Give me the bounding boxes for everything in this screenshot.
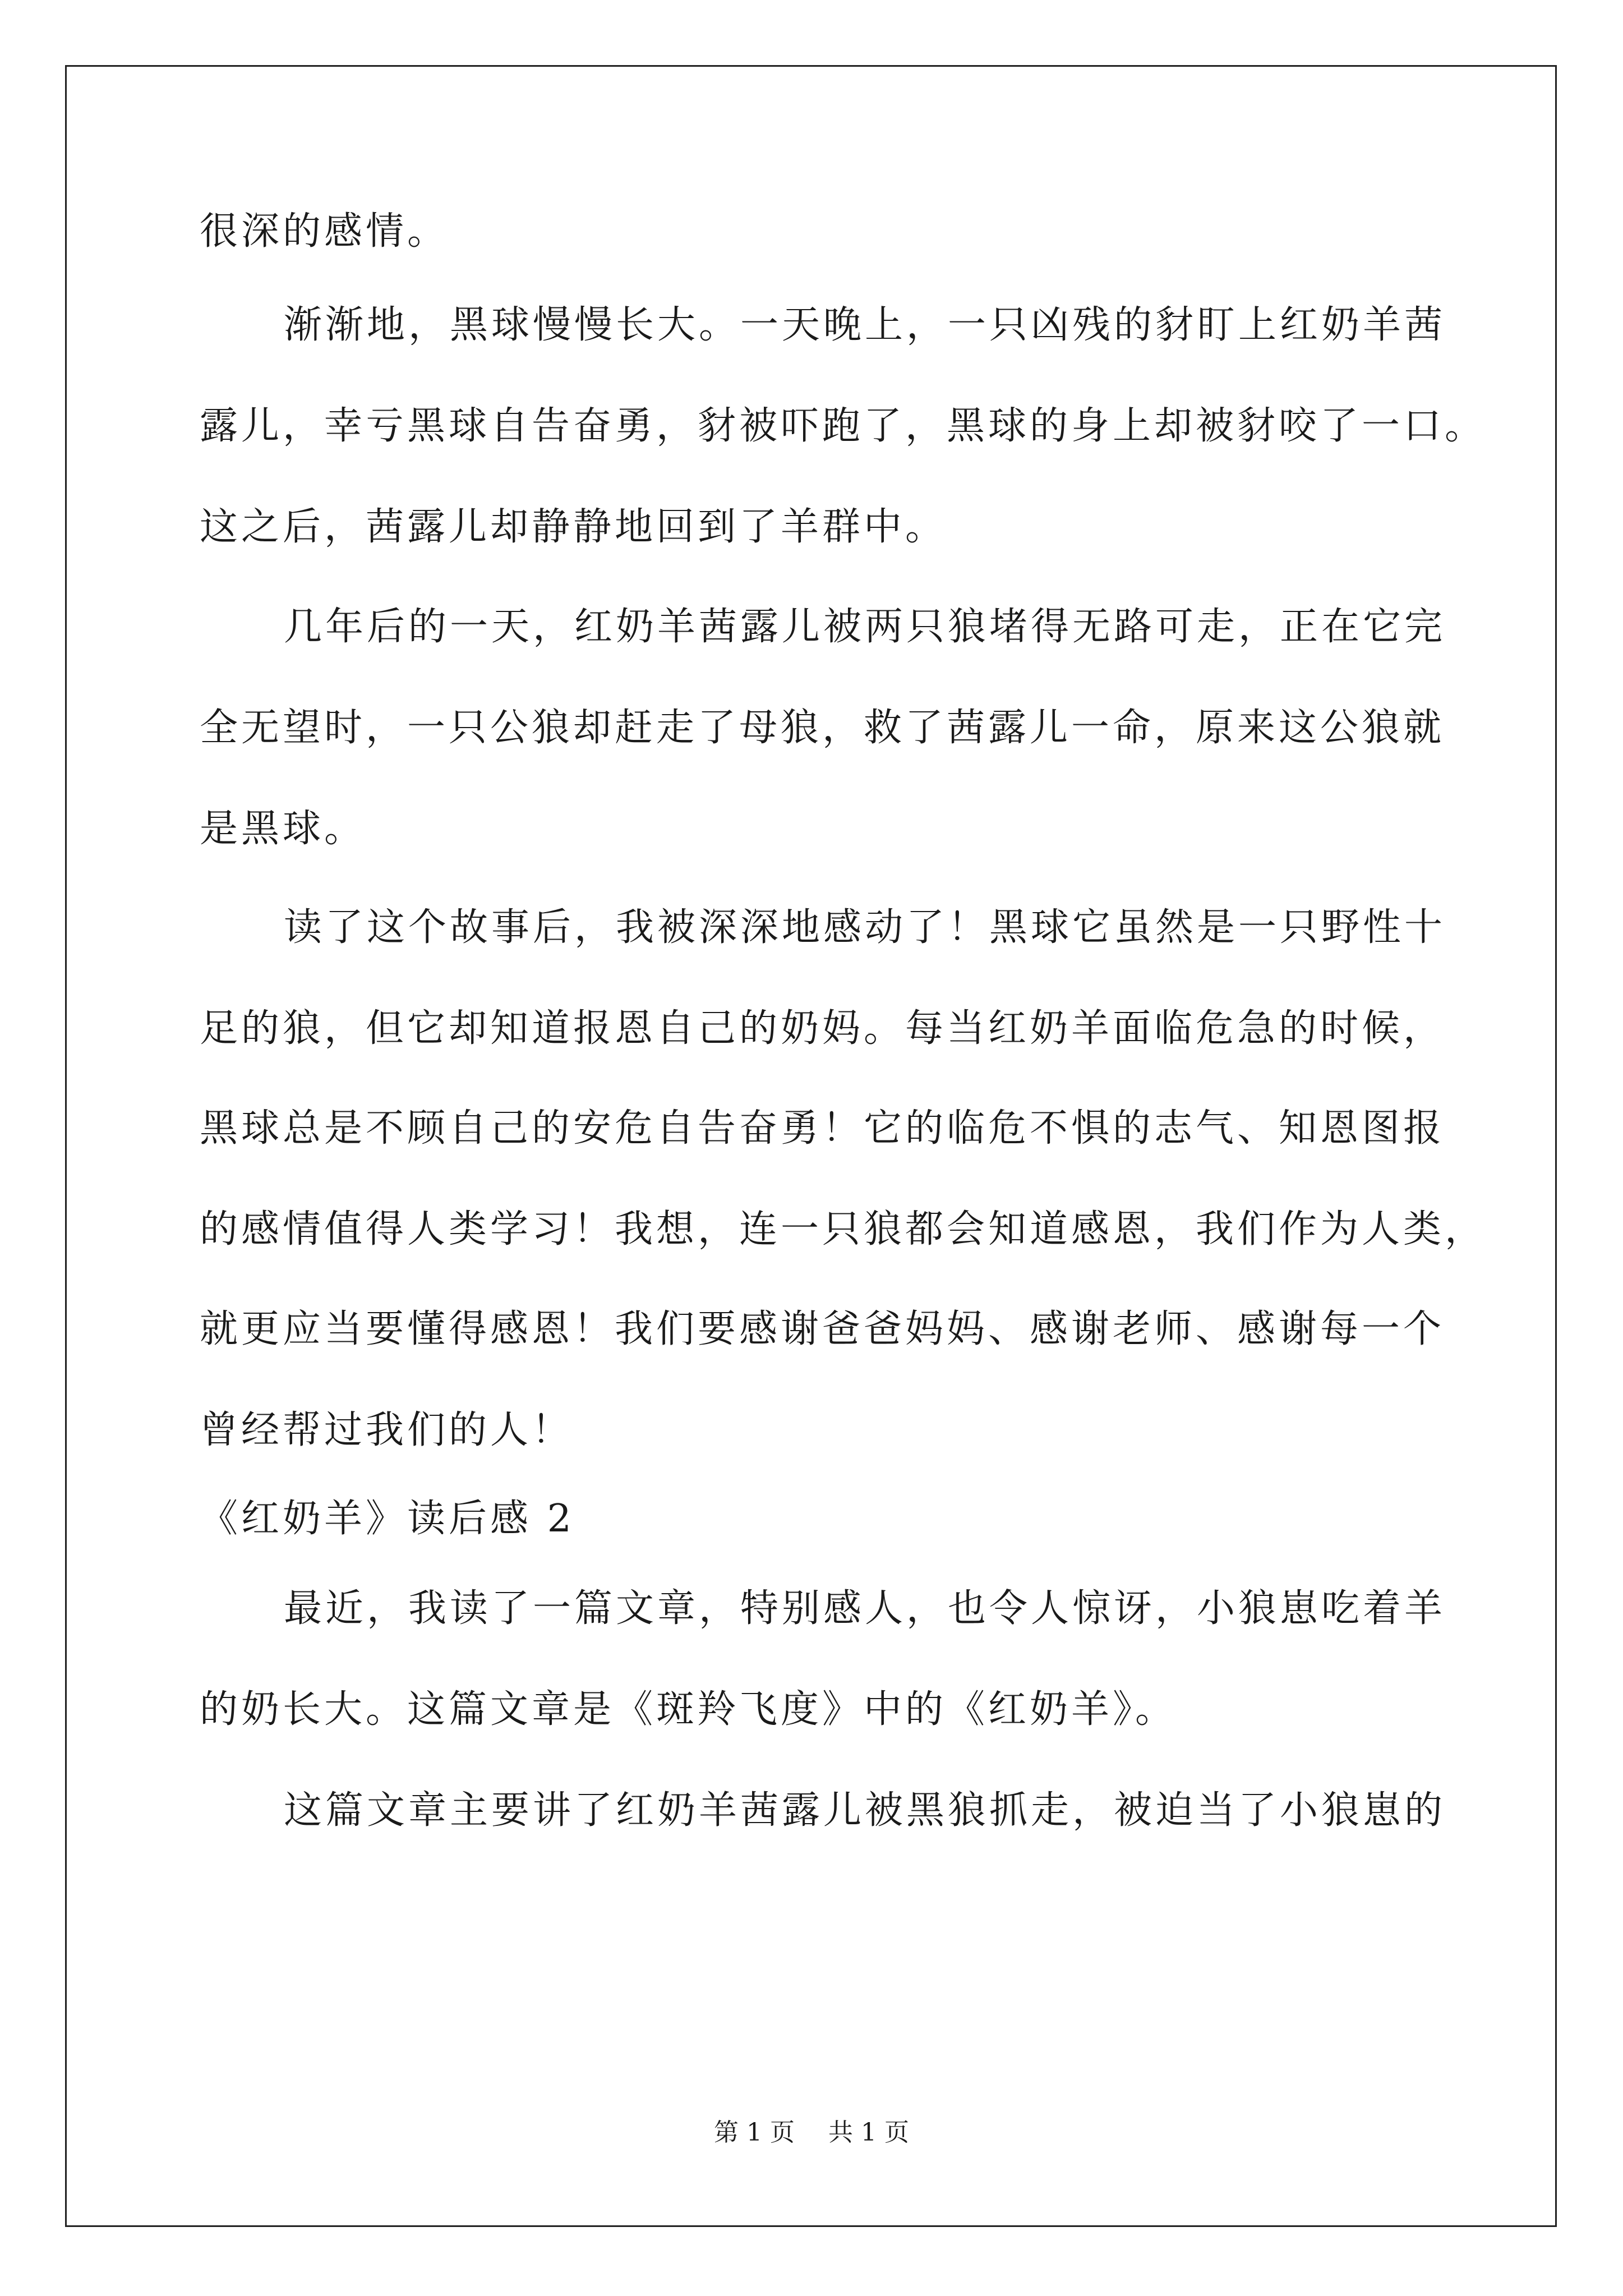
text-line: 黑球总是不顾自己的安危自告奋勇！它的临危不惧的志气、知恩图报 — [200, 1106, 1445, 1151]
text-line: 足的狼，但它却知道报恩自己的奶妈。每当红奶羊面临危急的时候， — [200, 1006, 1445, 1051]
text-line: 曾经帮过我们的人！ — [200, 1408, 574, 1452]
paragraph-line: 这篇文章主要讲了红奶羊茜露儿被黑狼抓走，被迫当了小狼崽的 — [284, 1788, 1446, 1833]
text-line: 是黑球。 — [200, 807, 366, 851]
page-total: 共 1 页 — [828, 2118, 909, 2147]
text-line: 的奶长大。这篇文章是《斑羚飞度》中的《红奶羊》。 — [200, 1687, 1177, 1732]
text-line: 这之后，茜露儿却静静地回到了羊群中。 — [200, 505, 947, 549]
text-line: 很深的感情。 — [200, 209, 449, 254]
text-line: 的感情值得人类学习！我想，连一只狼都会知道感恩，我们作为人类， — [200, 1207, 1487, 1251]
text-line: 露儿，幸亏黑球自告奋勇，豺被吓跑了，黑球的身上却被豺咬了一口。 — [200, 404, 1487, 448]
page-number: 第 1 页 — [714, 2118, 795, 2147]
paragraph-line: 最近，我读了一篇文章，特别感人，也令人惊讶，小狼崽吃着羊 — [284, 1586, 1446, 1631]
paragraph-line: 几年后的一天，红奶羊茜露儿被两只狼堵得无路可走，正在它完 — [284, 605, 1446, 649]
paragraph-line: 渐渐地，黑球慢慢长大。一天晚上，一只凶残的豺盯上红奶羊茜 — [284, 303, 1446, 347]
section-heading: 《红奶羊》读后感 2 — [200, 1497, 575, 1541]
text-line: 就更应当要懂得感恩！我们要感谢爸爸妈妈、感谢老师、感谢每一个 — [200, 1307, 1445, 1351]
paragraph-line: 读了这个故事后，我被深深地感动了！黑球它虽然是一只野性十 — [284, 905, 1446, 950]
page-footer — [0, 2117, 1623, 2148]
text-line: 全无望时，一只公狼却赶走了母狼，救了茜露儿一命，原来这公狼就 — [200, 706, 1445, 750]
